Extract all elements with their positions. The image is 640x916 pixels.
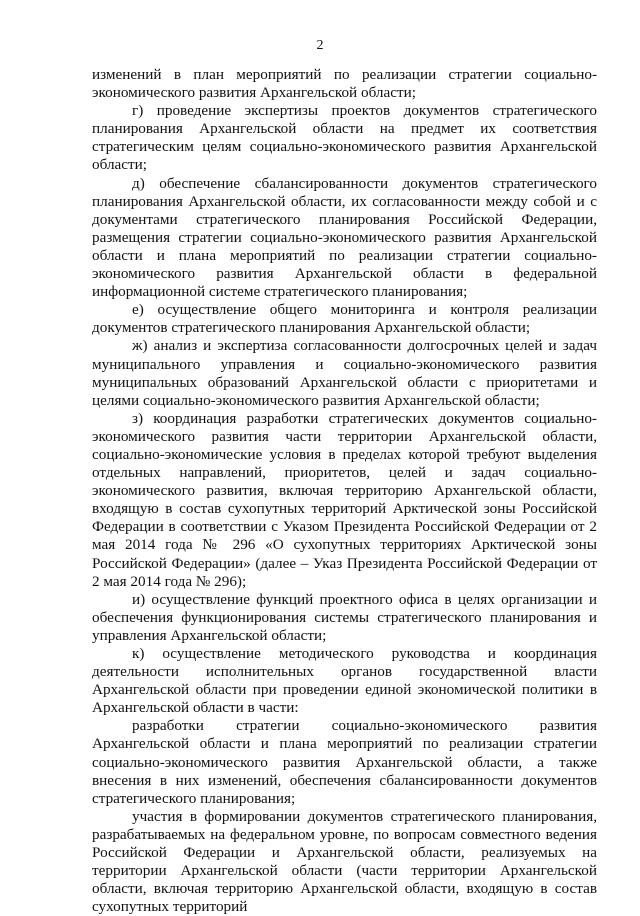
paragraph-item-z: з) координация разработки стратегических документов социально-экономического развития части территории Архангельской области, социально-экономические условия в пределах которой требуют выделения отдельных направлений, приоритетов, целей и задач социально-экономического развития, включая территорию Архангельской области, входящую в состав сухопутных территорий Арктической зоны Российской Федерации в соответствии с Указом Президента Российской Федерации от 2 мая 2014 года № 296 «О сухопутных территориях Арктической зоны Российской Федерации» (далее – Указ Президента Российской Федерации от 2 мая 2014 года № 296); [92,409,597,590]
paragraph-item-e: е) осуществление общего мониторинга и контроля реализации документов стратегического планирования Архангельской области; [92,301,597,337]
paragraph-subitem-participation: участия в формировании документов стратегического планирования, разрабатываемых на федеральном уровне, по вопросам совместного ведения Российской Федерации и Архангельской области, реализуемых на территории Архангельской области (части территории Архангельской области, включая территорию Архангельской области, входящую в состав сухопутных территорий [92,807,597,916]
paragraph-item-k: к) осуществление методического руководства и координация деятельности исполнительных органов государственной власти Архангельской области при проведении единой экономической политики в Архангельской области в части: [92,645,597,717]
document-body [92,66,597,916]
page-number: 2 [316,38,324,53]
paragraph-item-g: г) проведение экспертизы проектов документов стратегического планирования Архангельской области на предмет их соответствия стратегическим целям социально-экономического развития Архангельской области; [92,102,597,174]
paragraph-item-i: и) осуществление функций проектного офиса в целях организации и обеспечения функционирования системы стратегического планирования и управления Архангельской области; [92,590,597,644]
paragraph-item-zh: ж) анализ и экспертиза согласованности долгосрочных целей и задач муниципального управления и социально-экономического развития муниципальных образований Архангельской области с приоритетами и целями социально-экономического развития Архангельской области; [92,337,597,409]
paragraph-continuation: изменений в план мероприятий по реализации стратегии социально-экономического развития Архангельской области; [92,66,597,102]
paragraph-subitem-strategy: разработки стратегии социально-экономического развития Архангельской области и плана мероприятий по реализации стратегии социально-экономического развития Архангельской области, а также внесения в них изменений, обеспечения сбалансированности документов стратегического планирования; [92,717,597,807]
paragraph-item-d: д) обеспечение сбалансированности документов стратегического планирования Архангельской области, их согласованности между собой и с документами стратегического планирования Российской Федерации, размещения стратегии социально-экономического развития Архангельской области и плана мероприятий по реализации стратегии социально-экономического развития Архангельской области в федеральной информационной системе стратегического планирования; [92,174,597,301]
